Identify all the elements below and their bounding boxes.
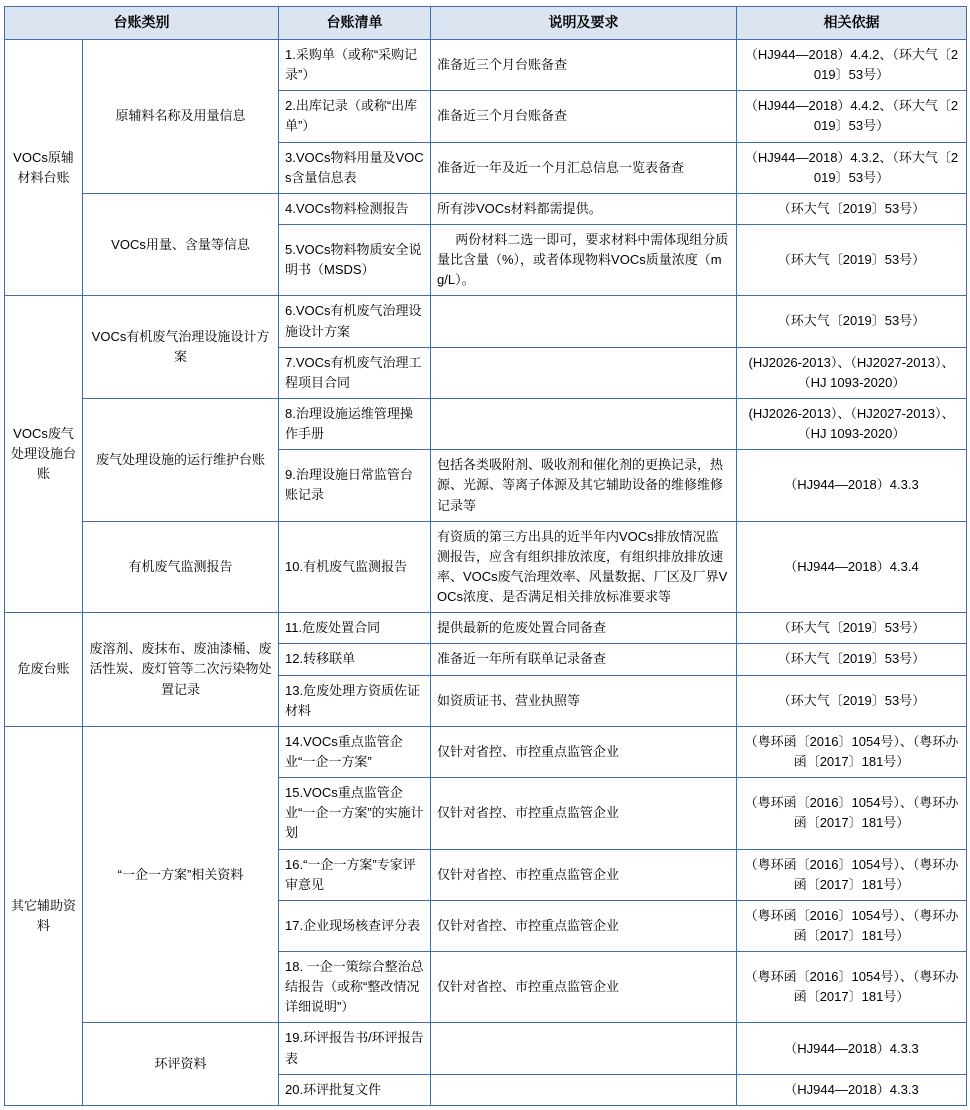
table-header: [5, 7, 967, 40]
cell-description: 准备近三个月台账备查: [431, 91, 737, 142]
cell-basis: （HJ944—2018）4.3.3: [737, 1023, 967, 1074]
cell-group: 有机废气监测报告: [83, 521, 279, 613]
cell-description: 两份材料二选一即可，要求材料中需体现组分质量比含量（%），或者体现物料VOCs质量浓度（mg/L）。: [431, 224, 737, 295]
cell-item: 17.企业现场核查评分表: [279, 900, 431, 951]
cell-basis: （粤环函〔2016〕1054号）、（粤环办函〔2017〕181号）: [737, 778, 967, 849]
cell-item: 9.治理设施日常监管台账记录: [279, 450, 431, 521]
column-header-description: 说明及要求: [431, 7, 737, 40]
cell-item: 10.有机废气监测报告: [279, 521, 431, 613]
cell-description: 准备近一年及近一个月汇总信息一览表备查: [431, 142, 737, 193]
cell-description: 提供最新的危废处置合同备查: [431, 613, 737, 644]
cell-description: [431, 1074, 737, 1105]
cell-basis: （粤环函〔2016〕1054号）、（粤环办函〔2017〕181号）: [737, 849, 967, 900]
column-header-item-list: 台账清单: [279, 7, 431, 40]
cell-item: 8.治理设施运维管理操作手册: [279, 398, 431, 449]
cell-item: 12.转移联单: [279, 644, 431, 675]
cell-item: 6.VOCs有机废气治理设施设计方案: [279, 296, 431, 347]
cell-description: 准备近一年所有联单记录备查: [431, 644, 737, 675]
cell-basis: （粤环函〔2016〕1054号）、（粤环办函〔2017〕181号）: [737, 726, 967, 777]
table-row: [5, 726, 967, 777]
cell-description: 仅针对省控、市控重点监管企业: [431, 778, 737, 849]
cell-category: 危废台账: [5, 613, 83, 727]
cell-description: [431, 1023, 737, 1074]
cell-description: 包括各类吸附剂、吸收剂和催化剂的更换记录，热源、光源、等离子体源及其它辅助设备的维修维修记录等: [431, 450, 737, 521]
cell-item: 2.出库记录（或称“出库单”）: [279, 91, 431, 142]
column-header-category: 台账类别: [5, 7, 279, 40]
table-row: [5, 398, 967, 449]
cell-description: 仅针对省控、市控重点监管企业: [431, 726, 737, 777]
cell-description: 准备近三个月台账备查: [431, 40, 737, 91]
cell-item: 1.采购单（或称“采购记录”）: [279, 40, 431, 91]
cell-item: 7.VOCs有机废气治理工程项目合同: [279, 347, 431, 398]
cell-basis: （环大气〔2019〕53号）: [737, 296, 967, 347]
cell-item: 20.环评批复文件: [279, 1074, 431, 1105]
cell-item: 18. 一企一策综合整治总结报告（或称“整改情况详细说明”）: [279, 952, 431, 1023]
table-row: [5, 1023, 967, 1074]
cell-basis: （HJ944—2018）4.4.2、（环大气〔2019〕53号）: [737, 91, 967, 142]
cell-basis: （环大气〔2019〕53号）: [737, 193, 967, 224]
cell-item: 15.VOCs重点监管企业“一企一方案”的实施计划: [279, 778, 431, 849]
cell-description: 所有涉VOCs材料都需提供。: [431, 193, 737, 224]
cell-item: 5.VOCs物料物质安全说明书（MSDS）: [279, 224, 431, 295]
table-header-row: [5, 7, 967, 40]
table-row: [5, 40, 967, 91]
column-header-basis: 相关依据: [737, 7, 967, 40]
cell-item: 4.VOCs物料检测报告: [279, 193, 431, 224]
cell-item: 11.危废处置合同: [279, 613, 431, 644]
cell-basis: （HJ944—2018）4.4.2、（环大气〔2019〕53号）: [737, 40, 967, 91]
cell-description: 仅针对省控、市控重点监管企业: [431, 900, 737, 951]
cell-description: [431, 398, 737, 449]
cell-basis: （环大气〔2019〕53号）: [737, 613, 967, 644]
cell-group: 环评资料: [83, 1023, 279, 1105]
cell-basis: （HJ944—2018）4.3.4: [737, 521, 967, 613]
cell-group: “一企一方案”相关资料: [83, 726, 279, 1023]
cell-basis: （HJ944—2018）4.3.3: [737, 1074, 967, 1105]
cell-item: 19.环评报告书/环评报告表: [279, 1023, 431, 1074]
cell-basis: （粤环函〔2016〕1054号）、（粤环办函〔2017〕181号）: [737, 900, 967, 951]
cell-group: 废溶剂、废抹布、废油漆桶、废活性炭、废灯管等二次污染物处置记录: [83, 613, 279, 727]
cell-description: 如资质证书、营业执照等: [431, 675, 737, 726]
ledger-table: [4, 6, 967, 1106]
cell-basis: （环大气〔2019〕53号）: [737, 675, 967, 726]
cell-description: 仅针对省控、市控重点监管企业: [431, 849, 737, 900]
cell-basis: （粤环函〔2016〕1054号）、（粤环办函〔2017〕181号）: [737, 952, 967, 1023]
cell-category: 其它辅助资料: [5, 726, 83, 1105]
cell-group: VOCs用量、含量等信息: [83, 193, 279, 296]
cell-group: VOCs有机废气治理设施设计方案: [83, 296, 279, 399]
cell-group: 原辅料名称及用量信息: [83, 40, 279, 194]
cell-description: 仅针对省控、市控重点监管企业: [431, 952, 737, 1023]
cell-item: 3.VOCs物料用量及VOCs含量信息表: [279, 142, 431, 193]
cell-basis: （HJ944—2018）4.3.3: [737, 450, 967, 521]
cell-basis: (HJ2026-2013）、（HJ2027-2013）、（HJ 1093-2020）: [737, 347, 967, 398]
table-row: [5, 296, 967, 347]
cell-category: VOCs原辅材料台账: [5, 40, 83, 296]
cell-basis: (HJ2026-2013）、（HJ2027-2013）、（HJ 1093-2020）: [737, 398, 967, 449]
table-row: [5, 193, 967, 224]
cell-category: VOCs废气处理设施台账: [5, 296, 83, 613]
cell-basis: （环大气〔2019〕53号）: [737, 224, 967, 295]
table-body: [5, 40, 967, 1106]
table-row: [5, 521, 967, 613]
cell-basis: （HJ944—2018）4.3.2、（环大气〔2019〕53号）: [737, 142, 967, 193]
cell-item: 13.危废处理方资质佐证材料: [279, 675, 431, 726]
cell-group: 废气处理设施的运行维护台账: [83, 398, 279, 521]
cell-description: [431, 347, 737, 398]
cell-item: 14.VOCs重点监管企业“一企一方案”: [279, 726, 431, 777]
cell-basis: （环大气〔2019〕53号）: [737, 644, 967, 675]
cell-description: 有资质的第三方出具的近半年内VOCs排放情况监测报告，应含有组织排放浓度，有组织排放排放速率、VOCs废气治理效率、风量数据、厂区及厂界VOCs浓度、是否满足相关排放标准要求等: [431, 521, 737, 613]
cell-description: [431, 296, 737, 347]
cell-item: 16.“一企一方案”专家评审意见: [279, 849, 431, 900]
table-row: [5, 613, 967, 644]
